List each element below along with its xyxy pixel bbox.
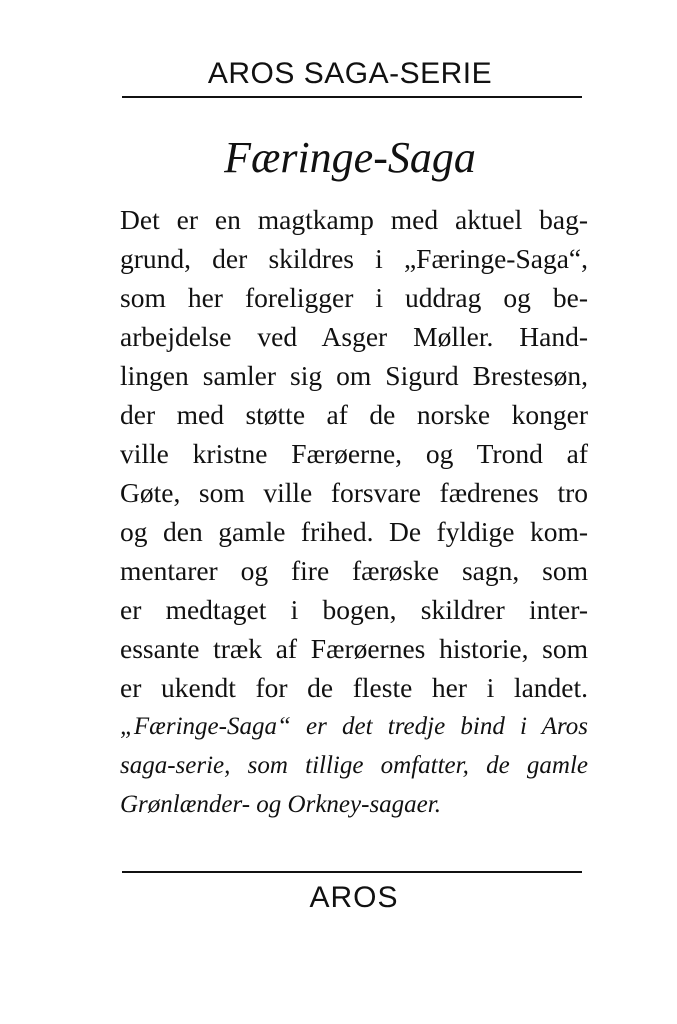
series-note-line: „Færinge-Saga“ er det tredje bind i Aros <box>120 713 588 740</box>
blurb-line: grund, der skildres i „Færinge-Saga“, <box>120 243 588 274</box>
top-rule <box>122 96 582 98</box>
blurb-line: mentarer og fire færøske sagn, som <box>120 555 588 586</box>
blurb-line: er ukendt for de fleste her i landet. <box>120 672 588 703</box>
blurb-line: lingen samler sig om Sigurd Brestesøn, <box>120 360 588 391</box>
blurb-line: ville kristne Færøerne, og Trond af <box>120 438 588 469</box>
book-title: Færinge-Saga <box>224 133 476 182</box>
blurb-line: Gøte, som ville forsvare fædrenes tro <box>120 477 588 508</box>
blurb-line: der med støtte af de norske konger <box>120 399 588 430</box>
blurb-line: og den gamle frihed. De fyldige kom- <box>120 516 588 547</box>
series-title: AROS SAGA-SERIE <box>207 57 493 90</box>
blurb-text <box>120 200 588 824</box>
bottom-rule <box>122 871 582 873</box>
blurb-line: som her foreligger i uddrag og be- <box>120 282 588 313</box>
blurb-line: Det er en magtkamp med aktuel bag- <box>120 204 588 235</box>
publisher-name: AROS <box>309 881 399 914</box>
blurb-line: arbejdelse ved Asger Møller. Hand- <box>120 321 588 352</box>
series-note-line: Grønlænder- og Orkney-sagaer. <box>120 791 441 818</box>
blurb-line: er medtaget i bogen, skildrer inter- <box>120 594 588 625</box>
series-note-line: saga-serie, som tillige omfatter, de gamle <box>120 752 588 779</box>
blurb-line: essante træk af Færøernes historie, som <box>120 633 588 664</box>
